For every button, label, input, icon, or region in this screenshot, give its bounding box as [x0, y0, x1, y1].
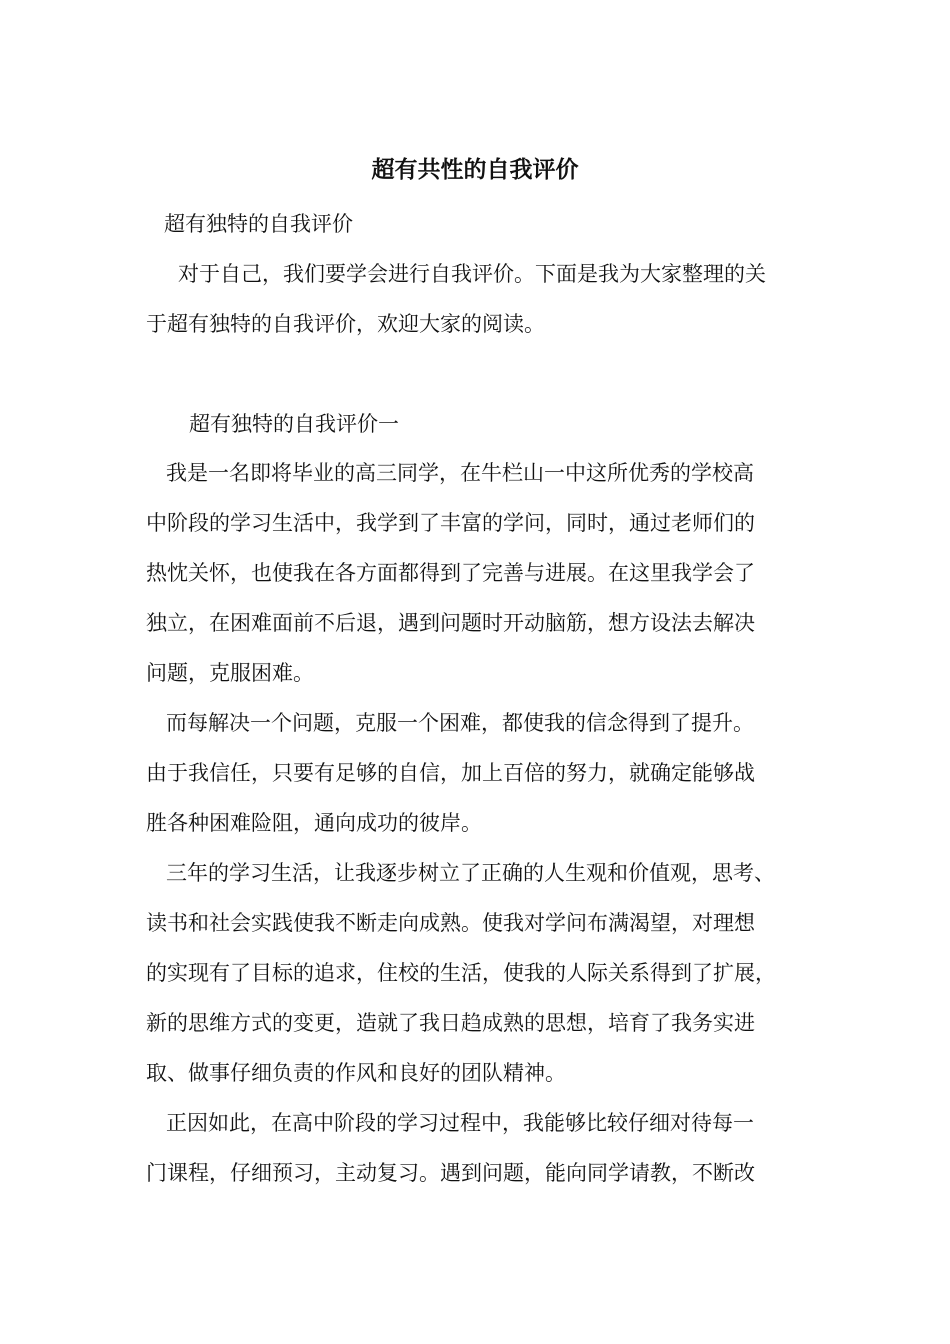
paragraph-1-line-3: 热忱关怀，也使我在各方面都得到了完善与进展。在这里我学会了: [146, 561, 755, 585]
paragraph-1-line-4: 独立，在困难面前不后退，遇到问题时开动脑筋，想方设法去解决: [146, 611, 755, 635]
paragraph-3-line-3: 的实现有了目标的追求，住校的生活，使我的人际关系得到了扩展，: [146, 961, 776, 985]
intro-line-2: 于超有独特的自我评价，欢迎大家的阅读。: [146, 312, 545, 336]
section-heading: 超有独特的自我评价一: [189, 412, 399, 436]
intro-line-1: 对于自己，我们要学会进行自我评价。下面是我为大家整理的关: [178, 262, 766, 286]
paragraph-2-line-2: 由于我信任，只要有足够的自信，加上百倍的努力，就确定能够战: [146, 761, 755, 785]
paragraph-4-line-1: 正因如此，在高中阶段的学习过程中，我能够比较仔细对待每一: [166, 1111, 754, 1135]
paragraph-1-line-1: 我是一名即将毕业的高三同学，在牛栏山一中这所优秀的学校高: [166, 461, 754, 485]
paragraph-1-line-2: 中阶段的学习生活中，我学到了丰富的学问，同时，通过老师们的: [146, 511, 755, 535]
document-title: 超有共性的自我评价: [371, 156, 579, 183]
paragraph-3-line-2: 读书和社会实践使我不断走向成熟。使我对学问布满渴望，对理想: [146, 911, 755, 935]
paragraph-3-line-4: 新的思维方式的变更，造就了我日趋成熟的思想，培育了我务实进: [146, 1011, 755, 1035]
paragraph-2-line-1: 而每解决一个问题，克服一个困难，都使我的信念得到了提升。: [166, 711, 754, 735]
paragraph-2-line-3: 胜各种困难险阻，通向成功的彼岸。: [146, 811, 482, 835]
paragraph-3-line-1: 三年的学习生活，让我逐步树立了正确的人生观和价值观，思考、: [166, 861, 775, 885]
document-subtitle: 超有独特的自我评价: [164, 212, 353, 236]
paragraph-4-line-2: 门课程，仔细预习，主动复习。遇到问题，能向同学请教，不断改: [146, 1161, 755, 1185]
paragraph-1-line-5: 问题，克服困难。: [146, 661, 314, 685]
paragraph-3-line-5: 取、做事仔细负责的作风和良好的团队精神。: [146, 1061, 566, 1085]
